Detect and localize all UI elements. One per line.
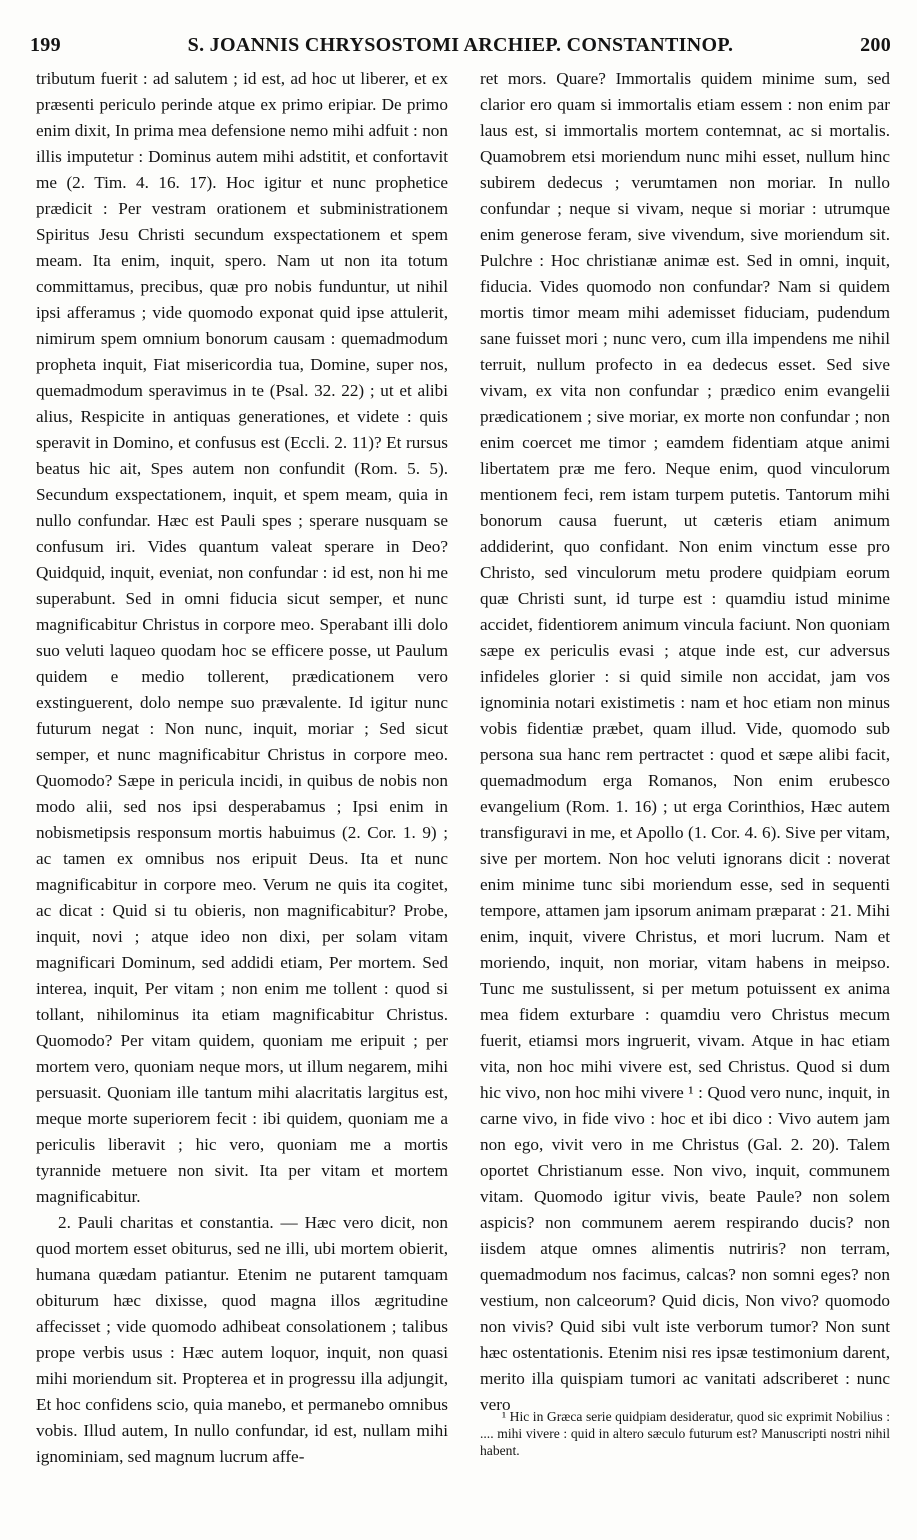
page-number-left: 199: [30, 34, 61, 56]
footnote-text: ¹ Hic in Græca serie quidpiam desideratur, quod sic exprimit Nobilius : .... mihi vivere : quid in altero sæculo futurum est? Manuscripti nostri nihil habent.: [480, 1409, 890, 1458]
left-column: [36, 66, 448, 1470]
page-header: [30, 34, 891, 64]
page-number-right: 200: [860, 34, 891, 56]
left-paragraph-1: tributum fuerit : ad salutem ; id est, ad hoc ut liberer, et ex præsenti periculo perinde atque ex primo eripiar. De primo enim dixit, In prima mea defensione nemo mihi adfuit : non illis imputetur : Dominus autem mihi adstitit, et confortavit me (2. Tim. 4. 16. 17). Hoc igitur et nunc prophetice prædicit : Per vestram orationem et subministrationem Spiritus Jesu Christi secundum exspectationem et spem meam. Ita enim, inquit, spero. Nam ut non ita totum committamus, precibus, quæ pro nobis funduntur, ut nihil ipsi afferamus ; vide quomodo exponat quid ipse attulerit, nimirum spem omnium bonorum causam : quemadmodum propheta inquit, Fiat misericordia tua, Domine, super nos, quemadmodum speravimus in te (Psal. 32. 22) ; ut et alibi alius, Respicite in antiquas generationes, et videte : quis speravit in Domino, et confusus est (Eccli. 2. 11)? Et rursus beatus hic ait, Spes autem non confundit (Rom. 5. 5). Secundum exspectationem, inquit, et spem meam, quia in nullo confundar. Hæc est Pauli spes ; sperare nusquam se confusum iri. Vides quantum valeat sperare in Deo? Quidquid, inquit, eveniat, non confundar : id est, non hi me superabunt. Sed in omni fiducia sicut semper, et nunc magnificabitur Christus in corpore meo. Sperabant illi dolo suo veluti laqueo quodam hoc se efficere posse, ut Paulum quidem e medio tollerent, prædicationem vero exstinguerent, dolo nempe suo prævalente. Id igitur nunc futurum negat : Non nunc, inquit, moriar ; Sed sicut semper, et nunc magnificabitur Christus in corpore meo. Quomodo? Sæpe in pericula incidi, in quibus de nobis non modo alii, sed nos ipsi desperabamus ; Ipsi enim in nobismetipsis responsum mortis habuimus (2. Cor. 1. 9) ; ac tamen ex omnibus nos eripuit Deus. Ita et nunc magnificabitur in corpore meo. Verum ne quis ita cogitet, ac dicat : Quid si tu obieris, non magnificabitur? Probe, inquit, novi ; atque ideo non dixi, per solam vitam magnificari Dominum, sed addidi etiam, Per mortem. Sed interea, inquit, Per vitam ; non enim me tollent : quod si tollant, nihilominus ita etiam magnificabitur Christus. Quomodo? Per vitam quidem, quoniam me eripuit ; per mortem vero, quoniam neque mors, ut illum negarem, mihi persuasit. Quoniam ille tantum mihi alacritatis largitus est, meque morte superiorem fecit : ibi quidem, quoniam me a periculis liberavit ; hic vero, quoniam me a mortis tyrannide metuere non sivit. Ita per vitam et mortem magnificabitur.: [36, 69, 448, 1206]
left-paragraph-2: 2. Pauli charitas et constantia. — Hæc vero dicit, non quod mortem esset obiturus, sed ne illi, ubi mortem obierit, humana quædam patiantur. Etenim ne putarent tamquam obiturum hæc dixisse, quod magna illos ægritudine affecisset ; vide quomodo adhibeat consolationem ; talibus prope verbis usus : Hæc autem loquor, inquit, non quasi mihi moriendum sit. Propterea et in progressu illa adjungit, Et hoc confidens scio, quia manebo, et permanebo omnibus vobis. Illud autem, In nullo confundar, id est, nullam mihi ignominiam, sed magnum lucrum affe-: [36, 1213, 448, 1466]
right-paragraph-1: ret mors. Quare? Immortalis quidem minime sum, sed clarior ero quam si immortalis etiam essem : non enim par laus est, si immortalis mortem contemnat, ac si mortalis. Quamobrem etsi moriendum nunc mihi esset, nullum hinc subirem dedecus ; verumtamen non moriar. In nullo confundar ; neque si vivam, neque si moriar : utrumque enim generose feram, sive vivendum, sive moriendum sit. Pulchre : Hoc christianæ animæ est. Sed in omni, inquit, fiducia. Vides quomodo non confundar? Nam si quidem mortis timor meam mihi ademisset fiduciam, pudendum sane fuisset mori ; nunc vero, cum illa impendens me nihil terruit, nullum profecto in ea dedecus esset. Sed sive vivam, ex vita non confundar ; prædico enim evangelii prædicationem ; sive moriar, ex morte non confundar ; non enim coercet me timor ; eamdem fidentiam atque animi libertatem præ me fero. Neque enim, quod vinculorum mentionem feci, rem istam turpem putetis. Tantorum mihi bonorum causa fuerunt, ut cæteris etiam animum addiderint, quo confidant. Non enim vinctum esse pro Christo, sed vinculorum metu prodere quidpiam eorum quæ Christi sunt, id turpe est : quamdiu istud minime accidet, fidentiorem animum vincula faciunt. Non quoniam sæpe ex periculis evasi ; atque inde est, cur adversus infideles glorier : si quid simile non accidat, jam vos ignominia notari existimetis : nam et hoc etiam non minus vobis fidentiæ præbet, quam illud. Vide, quomodo sub persona sua hanc rem pertractet : quod et sæpe alibi facit, quemadmodum erga Romanos, Non enim erubesco evangelium (Rom. 1. 16) ; ut erga Corinthios, Hæc autem transfiguravi in me, et Apollo (1. Cor. 4. 6). Sive per vitam, sive per mortem. Non hoc veluti ignorans dicit : noverat enim minime tunc sibi moriendum esse, sed in sequenti tempore, attamen jam ipsorum animam præparat : 21. Mihi enim, inquit, vivere Christus, et mori lucrum. Nam et moriendo, inquit, non moriar, vitam habens in meipso. Tunc me sustulissent, si per metum potuissent ex anima mea fidem exturbare : quamdiu vero Christus mecum fuerit, etiamsi mors ingruerit, vivam. Atque in hac etiam vita, non hoc mihi vivere est, sed Christus. Quod si dum hic vivo, non hoc mihi vivere ¹ : Quod vero nunc, inquit, in carne vivo, in fide vivo : hoc et ibi dico : Vivo autem jam non ego, vivit vero in me Christus (Gal. 2. 20). Talem oportet Christianum esse. Non vivo, inquit, communem vitam. Quomodo igitur vivis, beate Paule? non solem aspicis? non communem aerem respirando ducis? non iisdem atque omnes alimentis nutriris? non terram, quemadmodum nos facimus, calcas? non somni eges? non vestium, non calceorum? Quid dicis, Non vivo? quomodo non vivis? Quid sibi vult iste verborum tumor? Non sunt hæc ostentationis. Etenim nisi res ipsæ testimonium darent, merito illa quispiam tumori ac vanitati adscriberet : nunc vero: [480, 69, 890, 1414]
running-title: S. JOANNIS CHRYSOSTOMI ARCHIEP. CONSTANTINOP.: [187, 34, 734, 56]
footnote: [480, 1408, 890, 1459]
right-column: [480, 66, 890, 1418]
